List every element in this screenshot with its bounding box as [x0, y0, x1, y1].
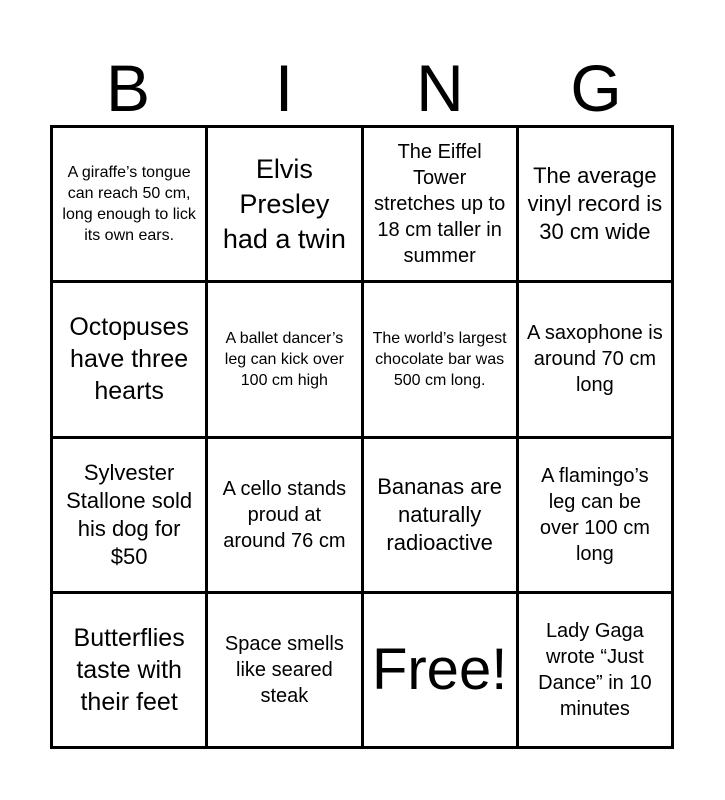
bingo-cell-text: Octopuses have three hearts: [69, 313, 189, 406]
bingo-header: [50, 48, 674, 128]
bingo-cell-8[interactable]: [519, 283, 671, 435]
bingo-cell-11[interactable]: [364, 439, 516, 591]
bingo-cell-9[interactable]: [53, 439, 205, 591]
bingo-cell-1[interactable]: [53, 128, 205, 280]
bingo-cell-text: A saxophone is around 70 cm long: [527, 322, 663, 397]
bingo-cell-6[interactable]: [208, 283, 360, 435]
bingo-cell-13[interactable]: [53, 594, 205, 746]
bingo-cell-3[interactable]: [364, 128, 516, 280]
bingo-cell-text: A ballet dancer’s leg can kick over 100 cm high: [224, 329, 344, 389]
header-letter-n: N: [416, 51, 464, 125]
bingo-cell-text: Space smells like seared steak: [224, 632, 344, 707]
bingo-cell-16[interactable]: [519, 594, 671, 746]
bingo-cell-text: Sylvester Stallone sold his dog for $50: [66, 459, 193, 569]
header-letter-b: B: [105, 51, 151, 125]
bingo-cell-text: The world’s largest chocolate bar was 500 cm long.: [372, 329, 507, 389]
bingo-cell-text: A cello stands proud at around 76 cm: [222, 477, 347, 552]
bingo-cell-text: Elvis Presley had a twin: [222, 153, 346, 254]
bingo-cell-text: The average vinyl record is 30 cm wide: [527, 163, 663, 245]
bingo-cell-text: Butterflies taste with their feet: [73, 623, 185, 716]
bingo-board: [50, 125, 674, 749]
bingo-cell-text: The Eiffel Tower stretches up to 18 cm taller in summer: [374, 141, 506, 268]
bingo-cell-7[interactable]: [364, 283, 516, 435]
bingo-cell-14[interactable]: [208, 594, 360, 746]
header-letter-g: G: [570, 51, 622, 125]
bingo-cell-text: Bananas are naturally radioactive: [377, 473, 502, 555]
header-letter-i: I: [274, 51, 294, 125]
bingo-cell-12[interactable]: [519, 439, 671, 591]
bingo-cell-4[interactable]: [519, 128, 671, 280]
bingo-cell-5[interactable]: [53, 283, 205, 435]
bingo-cell-2[interactable]: [208, 128, 360, 280]
bingo-cell-text: A flamingo’s leg can be over 100 cm long: [539, 464, 650, 565]
bingo-cell-10[interactable]: [208, 439, 360, 591]
free-space-text: Free!: [371, 636, 508, 702]
bingo-cell-text: Lady Gaga wrote “Just Dance” in 10 minutes: [538, 619, 652, 720]
bingo-cell-free[interactable]: [364, 594, 516, 746]
bingo-cell-text: A giraffe’s tongue can reach 50 cm, long enough to lick its own ears.: [62, 164, 196, 245]
